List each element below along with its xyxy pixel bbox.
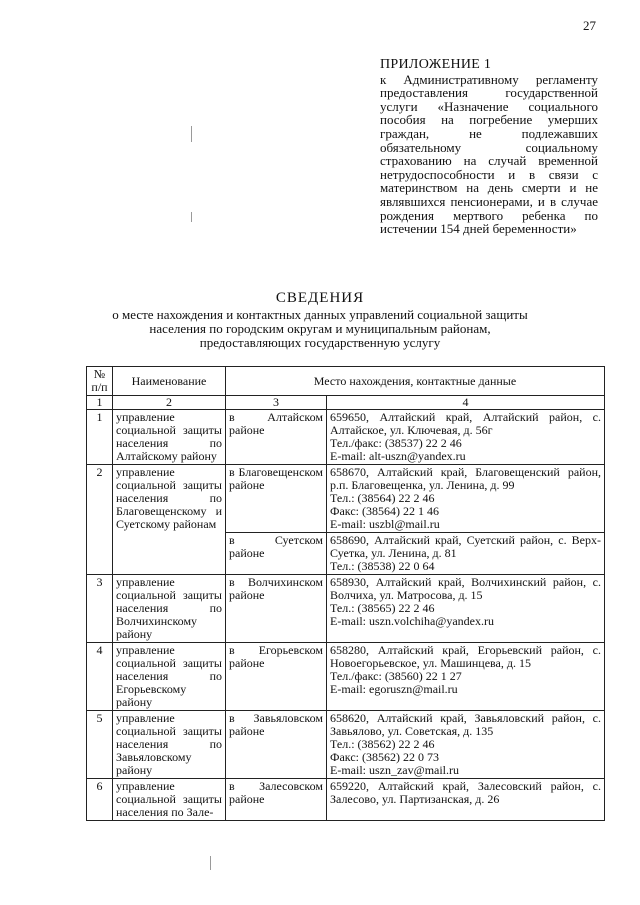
district-name: в Завьяловском районе: [226, 711, 327, 779]
appendix-title: ПРИЛОЖЕНИЕ 1: [380, 57, 492, 72]
table-row: [87, 711, 605, 779]
header-location: Место нахождения, контактные данные: [226, 367, 605, 396]
row-number: 3: [87, 575, 113, 643]
agency-name: управление социальной защиты населения по Волчихинскому району: [113, 575, 226, 643]
contact-address: 658280, Алтайский край, Егорьевский район, с. Новоегорьевское, ул. Машинцева, д. 15: [330, 643, 601, 670]
district-name: в Благовещенском районе: [226, 465, 327, 533]
header-name: Наименование: [113, 367, 226, 396]
district-name: в Егорьевском районе: [226, 643, 327, 711]
contact-address: 658670, Алтайский край, Благовещенский район, р.п. Благовещенка, ул. Ленина, д. 99: [330, 465, 601, 492]
table-row: [87, 779, 605, 821]
header-number: № п/п: [87, 367, 113, 396]
row-number: 4: [87, 643, 113, 711]
district-name: в Волчихинском районе: [226, 575, 327, 643]
contact-fax: Факс: (38564) 22 1 46: [330, 504, 439, 518]
table-header-row: [87, 367, 605, 396]
contact-address: 659650, Алтайский край, Алтайский район, с. Алтайское, ул. Ключевая, д. 56г: [330, 410, 601, 437]
contact-cell: [327, 711, 605, 779]
table-row: [87, 575, 605, 643]
contact-email: E-mail: uszbl@mail.ru: [330, 517, 440, 531]
agency-name: управление социальной защиты населения по Егорьевскому району: [113, 643, 226, 711]
contact-address: 658930, Алтайский край, Волчихинский район, с. Волчиха, ул. Матросова, д. 15: [330, 575, 601, 602]
contact-fax: Факс: (38562) 22 0 73: [330, 750, 439, 764]
contact-cell: [327, 465, 605, 533]
column-number: 4: [327, 396, 605, 410]
contact-cell: [327, 533, 605, 575]
contact-email: E-mail: alt-uszn@yandex.ru: [330, 449, 466, 463]
column-numbers-row: [87, 396, 605, 410]
column-number: 3: [226, 396, 327, 410]
table-row: [87, 643, 605, 711]
contact-address: 659220, Алтайский край, Залесовский район, с. Залесово, ул. Партизанская, д. 26: [330, 779, 601, 806]
contacts-table: [86, 366, 605, 821]
document-title: СВЕДЕНИЯ: [275, 290, 365, 306]
contact-phone: Тел.: (38565) 22 2 46: [330, 601, 435, 615]
scan-mark: [191, 126, 192, 142]
contact-phone: Тел.: (38562) 22 2 46: [330, 737, 435, 751]
row-number: 1: [87, 410, 113, 465]
table-row: [87, 410, 605, 465]
page-number: 27: [583, 18, 596, 33]
contact-phone: Тел./факс: (38537) 22 2 46: [330, 436, 462, 450]
contact-cell: [327, 779, 605, 821]
scan-mark: [210, 856, 211, 870]
row-number: 6: [87, 779, 113, 821]
contact-email: E-mail: uszn_zav@mail.ru: [330, 763, 460, 777]
district-name: в Алтайском районе: [226, 410, 327, 465]
contact-phone: Тел.: (38538) 22 0 64: [330, 559, 435, 573]
contact-phone: Тел./факс: (38560) 22 1 27: [330, 669, 462, 683]
agency-name: управление социальной защиты населения по Завьяловскому району: [113, 711, 226, 779]
agency-name: управление социальной защиты населения по Алтайскому району: [113, 410, 226, 465]
row-number: 5: [87, 711, 113, 779]
table-row: [87, 465, 605, 533]
contact-cell: [327, 575, 605, 643]
appendix-block: [380, 58, 598, 236]
column-number: 1: [87, 396, 113, 410]
contact-email: E-mail: uszn.volchiha@yandex.ru: [330, 614, 495, 628]
agency-name: управление социальной защиты населения по Зале-: [113, 779, 226, 821]
district-name: в Суетском районе: [226, 533, 327, 575]
contact-phone: Тел.: (38564) 22 2 46: [330, 491, 435, 505]
row-number: 2: [87, 465, 113, 575]
column-number: 2: [113, 396, 226, 410]
contact-cell: [327, 410, 605, 465]
appendix-text: к Административному регламенту предоставления государственной услуги «Назначение социального пособия на погребение умерших граждан, не подлежавших обязательному социальному страхованию на случай временной нетрудоспособности и в связи с материнством на день смерти и не являвшихся пенсионерами, и в случае рождения мертвого ребенка по истечении 154 дней беременности»: [380, 71, 598, 237]
contact-email: E-mail: egoruszn@mail.ru: [330, 682, 458, 696]
contact-cell: [327, 643, 605, 711]
scan-mark: [191, 212, 192, 222]
contact-address: 658620, Алтайский край, Завьяловский район, с. Завьялово, ул. Советская, д. 135: [330, 711, 601, 738]
agency-name: управление социальной защиты населения по Благовещенскому и Суетскому районам: [113, 465, 226, 575]
table-body: [87, 410, 605, 821]
contact-address: 658690, Алтайский край, Суетский район, с. Верх-Суетка, ул. Ленина, д. 81: [330, 533, 601, 560]
document-subtitle: о месте нахождения и контактных данных управлений социальной защиты населения по городским округам и муниципальным районам, предоставляющих государственную услугу: [112, 307, 528, 350]
district-name: в Залесовском районе: [226, 779, 327, 821]
